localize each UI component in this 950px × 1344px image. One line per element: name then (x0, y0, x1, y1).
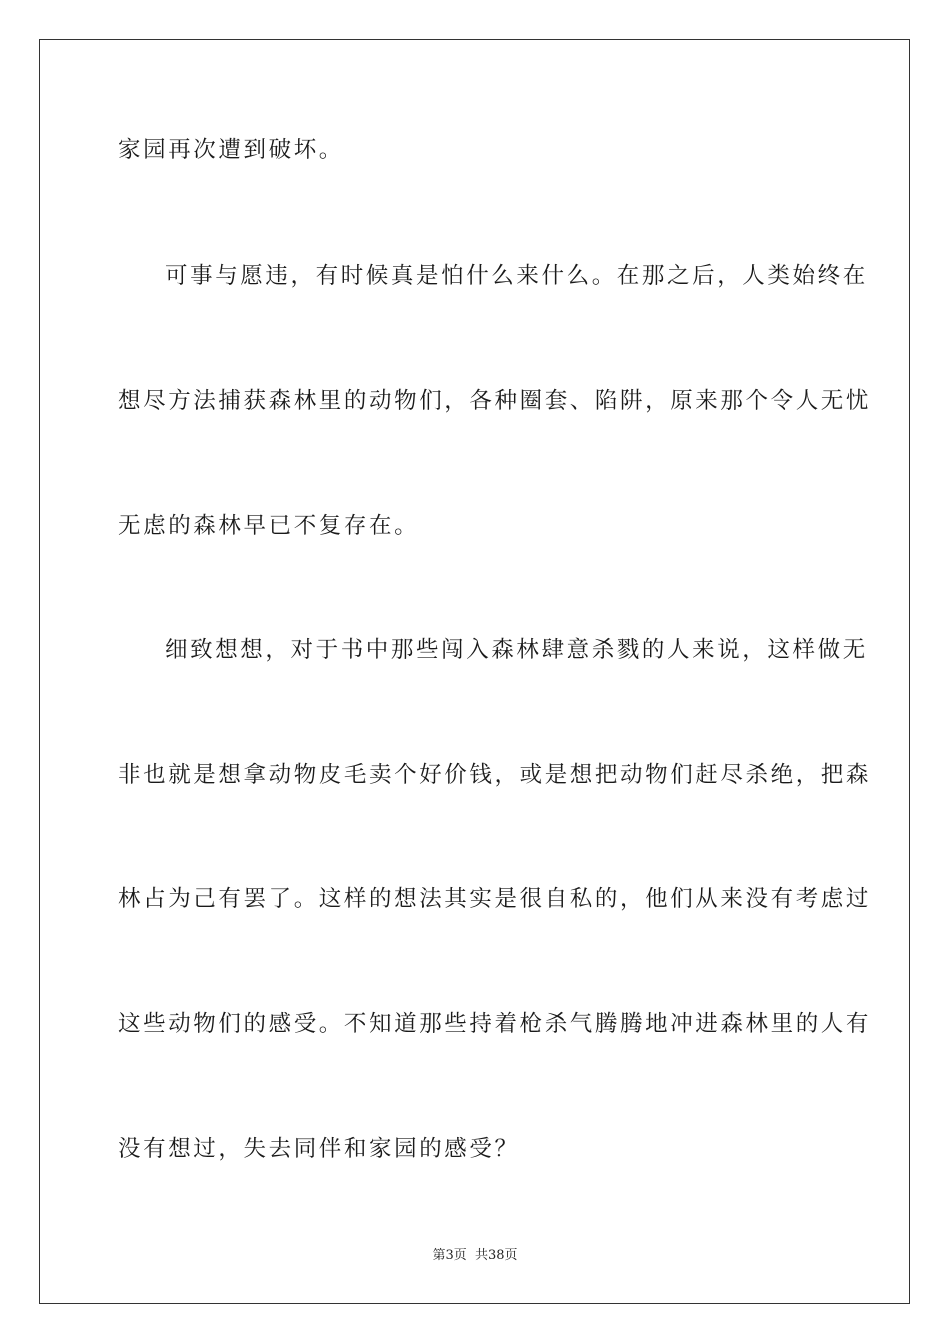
text-line: 无虑的森林早已不复存在。 (118, 513, 420, 539)
paragraph-first-line: 可事与愿违，有时候真是怕什么来什么。在那之后，人类始终在 (165, 263, 868, 289)
text-line: 家园再次遭到破坏。 (118, 137, 344, 163)
text-line: 这些动物们的感受。不知道那些持着枪杀气腾腾地冲进森林里的人有 (118, 1011, 872, 1037)
page-number: 第3页 (432, 1248, 467, 1263)
page-total: 共38页 (474, 1248, 518, 1263)
paragraph-first-line: 细致想想，对于书中那些闯入森林肆意杀戮的人来说，这样做无 (165, 637, 868, 663)
text-line: 林占为己有罢了。这样的想法其实是很自私的，他们从来没有考虑过 (118, 886, 872, 912)
text-line: 非也就是想拿动物皮毛卖个好价钱，或是想把动物们赶尽杀绝，把森 (118, 762, 872, 788)
page-footer (0, 1247, 950, 1265)
page-border (39, 39, 910, 1304)
text-line: 想尽方法捕获森林里的动物们，各种圈套、陷阱，原来那个令人无忧 (118, 388, 872, 414)
text-line: 没有想过，失去同伴和家园的感受？ (118, 1136, 520, 1162)
